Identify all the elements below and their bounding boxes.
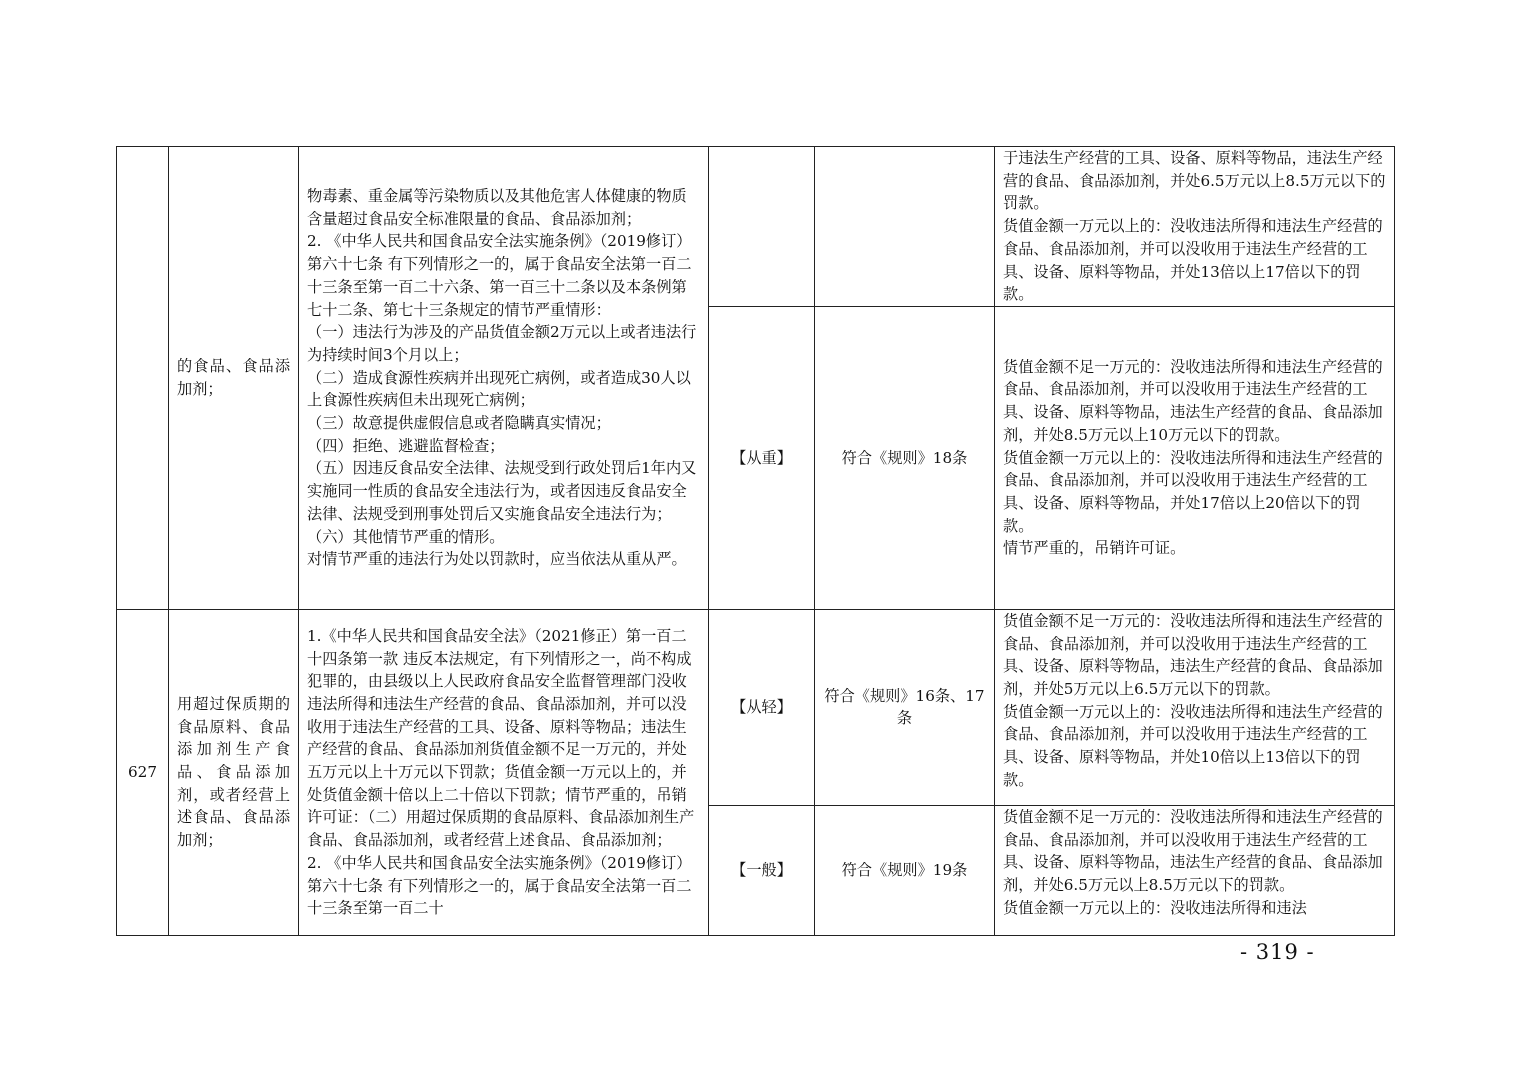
violation-behavior-cell: 的食品、食品添加剂； — [169, 147, 299, 610]
table-row — [117, 147, 1395, 307]
penalty-standard-cell: 货值金额不足一万元的：没收违法所得和违法生产经营的食品、食品添加剂，并可以没收用于违法生产经营的工具、设备、原料等物品，违法生产经营的食品、食品添加剂，并处5万元以上6.5万元以下的罚款。 货值金额一万元以上的：没收违法所得和违法生产经营的食品、食品添加剂，并可以没收用于违法生产经营的工具、设备、原料等物品，并处10倍以上13倍以下的罚款。 — [995, 609, 1395, 805]
penalty-standard-cell: 货值金额不足一万元的：没收违法所得和违法生产经营的食品、食品添加剂，并可以没收用于违法生产经营的工具、设备、原料等物品，违法生产经营的食品、食品添加剂，并处6.5万元以上8.5万元以下的罚款。 货值金额一万元以上的：没收违法所得和违法 — [995, 805, 1395, 935]
violation-behavior-cell: 用超过保质期的食品原料、食品添加剂生产食品、食品添加剂，或者经营上述食品、食品添加剂； — [169, 609, 299, 935]
page-number: - 319 - — [1240, 940, 1315, 964]
item-number-cell: 627 — [117, 609, 169, 935]
applicable-condition-cell: 符合《规则》19条 — [815, 805, 995, 935]
penalty-standard-cell: 于违法生产经营的工具、设备、原料等物品，违法生产经营的食品、食品添加剂，并处6.5万元以上8.5万元以下的罚款。 货值金额一万元以上的：没收违法所得和违法生产经营的食品、食品添加剂，并可以没收用于违法生产经营的工具、设备、原料等物品，并处13倍以上17倍以下的罚款。 — [995, 147, 1395, 307]
applicable-condition-cell — [815, 147, 995, 307]
item-number-cell — [117, 147, 169, 610]
circumstance-cell: 【从轻】 — [709, 609, 815, 805]
legal-basis-cell: 物毒素、重金属等污染物质以及其他危害人体健康的物质含量超过食品安全标准限量的食品、食品添加剂； 2. 《中华人民共和国食品安全法实施条例》（2019修订）第六十七条 有下列情形之一的，属于食品安全法第一百二十三条至第一百二十六条、第一百三十二条以及本条例第七十二条、第七十三条规定的情节严重情形： （一）违法行为涉及的产品货值金额2万元以上或者违法行为持续时间3个月以上； （二）造成食源性疾病并出现死亡病例，或者造成30人以上食源性疾病但未出现死亡病例； （三）故意提供虚假信息或者隐瞒真实情况； （四）拒绝、逃避监督检查； （五）因违反食品安全法律、法规受到行政处罚后1年内又实施同一性质的食品安全违法行为，或者因违反食品安全法律、法规受到刑事处罚后又实施食品安全违法行为； （六）其他情节严重的情形。 对情节严重的违法行为处以罚款时，应当依法从重从严。 — [299, 147, 709, 610]
penalty-standard-table — [116, 146, 1395, 936]
table-row — [117, 609, 1395, 805]
circumstance-cell — [709, 147, 815, 307]
circumstance-cell: 【从重】 — [709, 306, 815, 609]
applicable-condition-cell: 符合《规则》18条 — [815, 306, 995, 609]
penalty-standard-cell: 货值金额不足一万元的：没收违法所得和违法生产经营的食品、食品添加剂，并可以没收用于违法生产经营的工具、设备、原料等物品，违法生产经营的食品、食品添加剂，并处8.5万元以上10万元以下的罚款。 货值金额一万元以上的：没收违法所得和违法生产经营的食品、食品添加剂，并可以没收用于违法生产经营的工具、设备、原料等物品，并处17倍以上20倍以下的罚款。 情节严重的，吊销许可证。 — [995, 306, 1395, 609]
applicable-condition-cell: 符合《规则》16条、17条 — [815, 609, 995, 805]
circumstance-cell: 【一般】 — [709, 805, 815, 935]
legal-basis-cell: 1.《中华人民共和国食品安全法》（2021修正）第一百二十四条第一款 违反本法规定，有下列情形之一，尚不构成犯罪的，由县级以上人民政府食品安全监督管理部门没收违法所得和违法生产经营的食品、食品添加剂，并可以没收用于违法生产经营的工具、设备、原料等物品；违法生产经营的食品、食品添加剂货值金额不足一万元的，并处五万元以上十万元以下罚款；货值金额一万元以上的，并处货值金额十倍以上二十倍以下罚款；情节严重的，吊销许可证：（二）用超过保质期的食品原料、食品添加剂生产食品、食品添加剂，或者经营上述食品、食品添加剂； 2. 《中华人民共和国食品安全法实施条例》（2019修订）第六十七条 有下列情形之一的，属于食品安全法第一百二十三条至第一百二十 — [299, 609, 709, 935]
